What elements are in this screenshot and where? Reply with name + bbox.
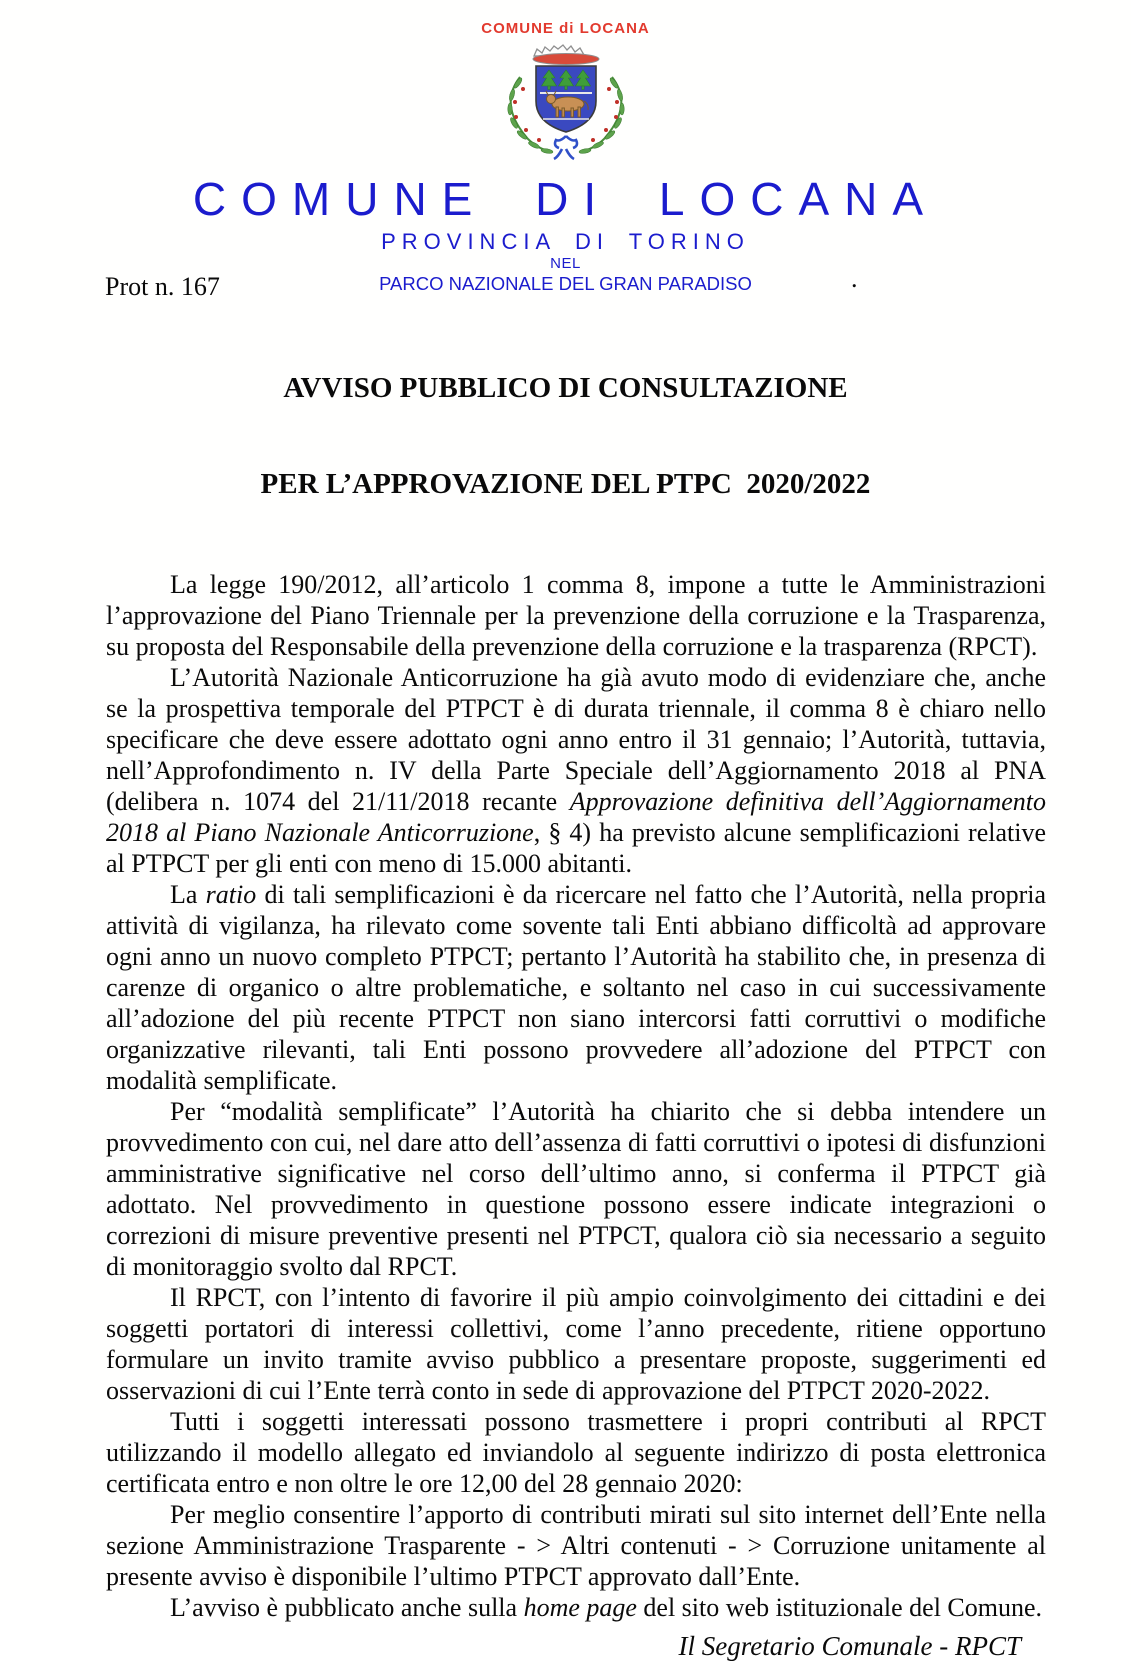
paragraph-7: Per meglio consentire l’apporto di contributi mirati sul sito internet dell’Ente nella sezione Amministrazione Trasparente - > Altri contenuti - > Corruzione unitamente al presente avviso è disponibile l’ultimo PTPCT approvato dall’Ente. bbox=[106, 1499, 1046, 1591]
paragraph-4: Per “modalità semplificate” l’Autorità ha chiarito che si debba intendere un provvedimento con cui, nel dare atto dell’assenza di fatti corruttivi o ipotesi di disfunzioni amministrative significative nel corso dell’ultimo anno, si conferma il PTPCT già adottato. Nel provvedimento in questione possono essere indicate integrazioni o correzioni di misure preventive presenti nel PTPCT, qualora ciò sia necessario a seguito di monitoraggio svolto dal RPCT. bbox=[106, 1096, 1046, 1281]
stray-dot: . bbox=[851, 263, 858, 293]
crest-label: COMUNE di LOCANA bbox=[481, 20, 650, 37]
paragraph-8: L’avviso è pubblicato anche sulla home page del sito web istituzionale del Comune. bbox=[170, 1592, 1043, 1622]
letterhead-nel: NEL bbox=[550, 255, 581, 273]
document-title-line2: PER L’APPROVAZIONE DEL PTPC 2020/2022 bbox=[260, 467, 871, 500]
paragraph-3: La ratio di tali semplificazioni è da ricercare nel fatto che l’Autorità, nella propria attività di vigilanza, ha rilevato come sovente tali Enti abbiano difficoltà ad approvare ogni anno un nuovo completo PTPCT; pertanto l’Autorità ha stabilito che, in presenza di carenze di organico o altre problematiche, e soltanto nel caso in cui successivamente all’adozione del più recente PTPCT non siano intercorsi fatti corruttivi o modifiche organizzative rilevanti, tali Enti possono provvedere all’adozione del PTPCT con modalità semplificate. bbox=[106, 879, 1046, 1095]
letterhead-park: PARCO NAZIONALE DEL GRAN PARADISO bbox=[379, 272, 752, 294]
paragraph-1: La legge 190/2012, all’articolo 1 comma 8, impone a tutte le Amministrazioni l’approvazione del Piano Triennale per la prevenzione della corruzione e la Trasparenza, su proposta del Responsabile della prevenzione della corruzione e la trasparenza (RPCT). bbox=[106, 569, 1046, 661]
letterhead-province: PROVINCIA DI TORINO bbox=[381, 228, 750, 254]
signature-line: Il Segretario Comunale - RPCT bbox=[678, 1630, 1021, 1661]
letterhead-municipality: COMUNE DI LOCANA bbox=[192, 173, 939, 225]
document-title bbox=[0, 308, 1131, 564]
crest-block bbox=[0, 0, 1131, 171]
paragraph-2: L’Autorità Nazionale Anticorruzione ha già avuto modo di evidenziare che, anche se la prospettiva temporale del PTPCT è di durata triennale, il comma 8 è chiaro nello specificare che deve essere adottato ogni anno entro il 31 gennaio; l’Autorità, tuttavia, nell’Approfondimento n. IV della Parte Speciale dell’Aggiornamento 2018 al PNA (delibera n. 1074 del 21/11/2018 recante Approvazione definitiva dell’Aggiornamento 2018 al Piano Nazionale Anticorruzione, § 4) ha previsto alcune semplificazioni relative al PTPCT per gli enti con meno di 15.000 abitanti. bbox=[106, 662, 1046, 878]
document-title-line1: AVVISO PUBBLICO DI CONSULTAZIONE bbox=[283, 371, 848, 404]
paragraph-5: Il RPCT, con l’intento di favorire il più ampio coinvolgimento dei cittadini e dei soggetti portatori di interessi collettivi, come l’anno precedente, ritiene opportuno formulare un invito tramite avviso pubblico a presentare proposte, suggerimenti ed osservazioni di cui l’Ente terrà conto in sede di approvazione del PTPCT 2020-2022. bbox=[106, 1282, 1046, 1405]
protocol-number: Prot n. 167 bbox=[105, 271, 220, 301]
municipal-crest-icon bbox=[471, 39, 661, 171]
paragraph-6: Tutti i soggetti interessati possono trasmettere i propri contributi al RPCT utilizzando il modello allegato ed inviandolo al seguente indirizzo di posta elettronica certificata entro e non oltre le ore 12,00 del 28 gennaio 2020: bbox=[106, 1406, 1046, 1498]
document-body bbox=[106, 569, 1046, 1623]
